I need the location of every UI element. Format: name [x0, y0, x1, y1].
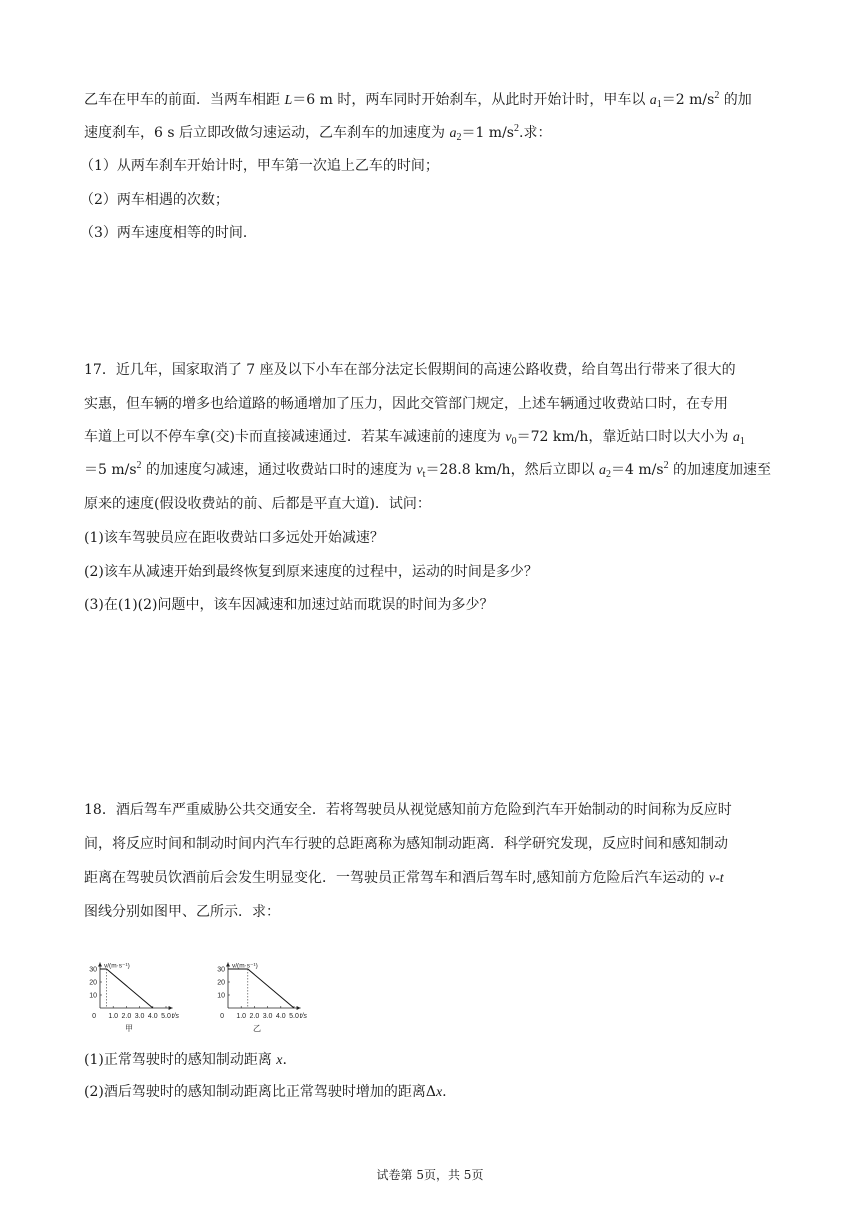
x-tick-label: 1.0 [236, 1013, 247, 1020]
q16-text: 的加 [719, 92, 752, 108]
q18-line-1: 18．酒后驾车严重威胁公共交通安全．若将驾驶员从视觉感知前方危险到汽车开始制动的时间称为反应时 [84, 802, 732, 818]
superscript: 2 [514, 123, 519, 134]
q16-text: ＝6 m 时，两车同时开始刹车，从此时开始计时，甲车以 [292, 92, 650, 108]
var-a2: a [599, 463, 607, 478]
q18-text: (1)正常驾驶时的感知制动距离 [84, 1052, 277, 1068]
q18-text: (2)酒后驾驶时的感知制动距离比正常驾驶时增加的距离Δ [84, 1084, 436, 1100]
q16-text: 乙车在甲车的前面．当两车相距 [84, 92, 285, 108]
superscript: 2 [136, 460, 142, 471]
var-vt-graph: v-t [708, 871, 724, 886]
q17-text: ＝72 km/h，靠近站口时以大小为 [516, 429, 733, 445]
graph-caption: 乙 [253, 1024, 262, 1033]
q18-sub2 [84, 1082, 447, 1103]
superscript: 2 [663, 460, 669, 471]
q16-text: .求： [519, 125, 552, 141]
x-axis-label: t/s [299, 1013, 307, 1020]
q16-sub1: （1）从两车刹车开始计时，甲车第一次追上乙车的时间； [80, 158, 439, 174]
y-tick-label: 20 [217, 979, 225, 987]
y-axis-label: v/(m·s⁻¹) [232, 962, 258, 970]
y-axis-arrow [98, 963, 102, 967]
var-x: x [276, 1053, 283, 1068]
var-a1: a [649, 93, 657, 108]
x-axis-label: t/s [171, 1013, 179, 1020]
q18-line-3 [84, 868, 724, 889]
q17-sub3: (3)在(1)(2)问题中，该车因减速和加速过站而耽误的时间为多少？ [84, 597, 494, 613]
q16-text: ＝1 m/s [461, 125, 514, 141]
x-tick-label: 1.0 [108, 1013, 119, 1020]
q18-line-4: 图线分别如图甲、乙所示．求： [84, 904, 280, 920]
q17-text: ＝4 m/s [611, 462, 664, 478]
var-v0: v [505, 430, 512, 445]
q18-sub1 [84, 1050, 287, 1071]
y-axis-label: v/(m·s⁻¹) [104, 962, 130, 970]
x-tick-label: 2.0 [121, 1013, 132, 1020]
q17-line-5: 原来的速度(假设收费站的前、后都是平直大道)．试问： [84, 496, 431, 512]
x-tick-label: 4.0 [147, 1013, 158, 1020]
subscript: 0 [511, 436, 517, 447]
q18-text: . [442, 1084, 447, 1100]
q17-text: ＝5 m/s [84, 462, 137, 478]
x-tick-label: 3.0 [134, 1013, 145, 1020]
q18-text: . [282, 1052, 287, 1068]
q16-sub2: （2）两车相遇的次数； [80, 192, 229, 208]
subscript: 1 [656, 99, 662, 110]
q16-line-1 [84, 90, 752, 111]
subscript: 1 [739, 436, 745, 447]
x-tick-label: 5.0 [161, 1013, 171, 1020]
vt-graph-yi-svg [210, 938, 340, 1033]
y-tick-label: 30 [89, 966, 97, 974]
graph-jia [82, 938, 202, 1037]
q17-line-1: 17．近几年，国家取消了 7 座及以下小车在部分法定长假期间的高速公路收费，给自驾出行带来了很大的 [84, 362, 736, 378]
var-a1: a [732, 430, 740, 445]
q16-text: ＝2 m/s [661, 92, 715, 108]
q16-text: 速度刹车，6 s 后立即改做匀速运动，乙车刹车的加速度为 [84, 125, 450, 141]
graph-yi [210, 938, 340, 1037]
q17-text: 的加速度加速至 [668, 462, 772, 478]
x-tick-label: 3.0 [262, 1013, 273, 1020]
x-axis-arrow [297, 1006, 301, 1010]
origin-label: 0 [220, 1013, 224, 1020]
x-tick-label: 4.0 [275, 1013, 286, 1020]
graph-caption: 甲 [125, 1024, 134, 1033]
var-a2: a [449, 126, 457, 141]
q17-line-4 [84, 460, 771, 481]
y-tick-label: 10 [217, 992, 225, 1000]
q18-text: 距离在驾驶员饮酒前后会发生明显变化．一驾驶员正常驾车和酒后驾车时,感知前方危险后汽车运动的 [84, 870, 709, 886]
superscript: 2 [714, 90, 720, 101]
var-x: x [435, 1085, 443, 1100]
q17-line-2: 实惠，但车辆的增多也给道路的畅通增加了压力，因此交管部门规定，上述车辆通过收费站口时，在专用 [84, 396, 728, 412]
origin-label: 0 [92, 1013, 96, 1020]
y-tick-label: 30 [217, 966, 225, 974]
q17-sub2: (2)该车从减速开始到最终恢复到原来速度的过程中，运动的时间是多少？ [84, 564, 538, 580]
vt-graph-jia-svg [82, 938, 202, 1033]
y-tick-label: 20 [89, 979, 97, 987]
subscript: 2 [606, 469, 612, 480]
q17-sub1: (1)该车驾驶员应在距收费站口多远处开始减速？ [84, 530, 384, 546]
vt-series-line [100, 969, 153, 1008]
q17-text: 车道上可以不停车拿(交)卡而直接减速通过．若某车减速前的速度为 [84, 429, 506, 445]
q16-line-2 [84, 123, 551, 144]
q17-text: ＝28.8 km/h，然后立即以 [425, 462, 600, 478]
x-axis-arrow [169, 1006, 173, 1010]
var-vt: v [416, 463, 423, 478]
vt-series-line [228, 969, 294, 1008]
y-axis-arrow [226, 963, 230, 967]
subscript: 2 [456, 132, 462, 143]
x-tick-label: 2.0 [249, 1013, 260, 1020]
q18-line-2: 间，将反应时间和制动时间内汽车行驶的总距离称为感知制动距离．科学研究发现，反应时间和感知制动 [84, 836, 728, 852]
x-tick-label: 5.0 [289, 1013, 299, 1020]
y-tick-label: 10 [89, 992, 97, 1000]
page-footer: 试卷第 5页，共 5页 [376, 1168, 484, 1182]
q16-sub3: （3）两车速度相等的时间． [80, 225, 257, 241]
q17-line-3 [84, 427, 745, 448]
var-L: L [284, 93, 293, 108]
subscript: t [422, 469, 426, 480]
q17-text: 的加速度匀减速，通过收费站口时的速度为 [141, 462, 417, 478]
